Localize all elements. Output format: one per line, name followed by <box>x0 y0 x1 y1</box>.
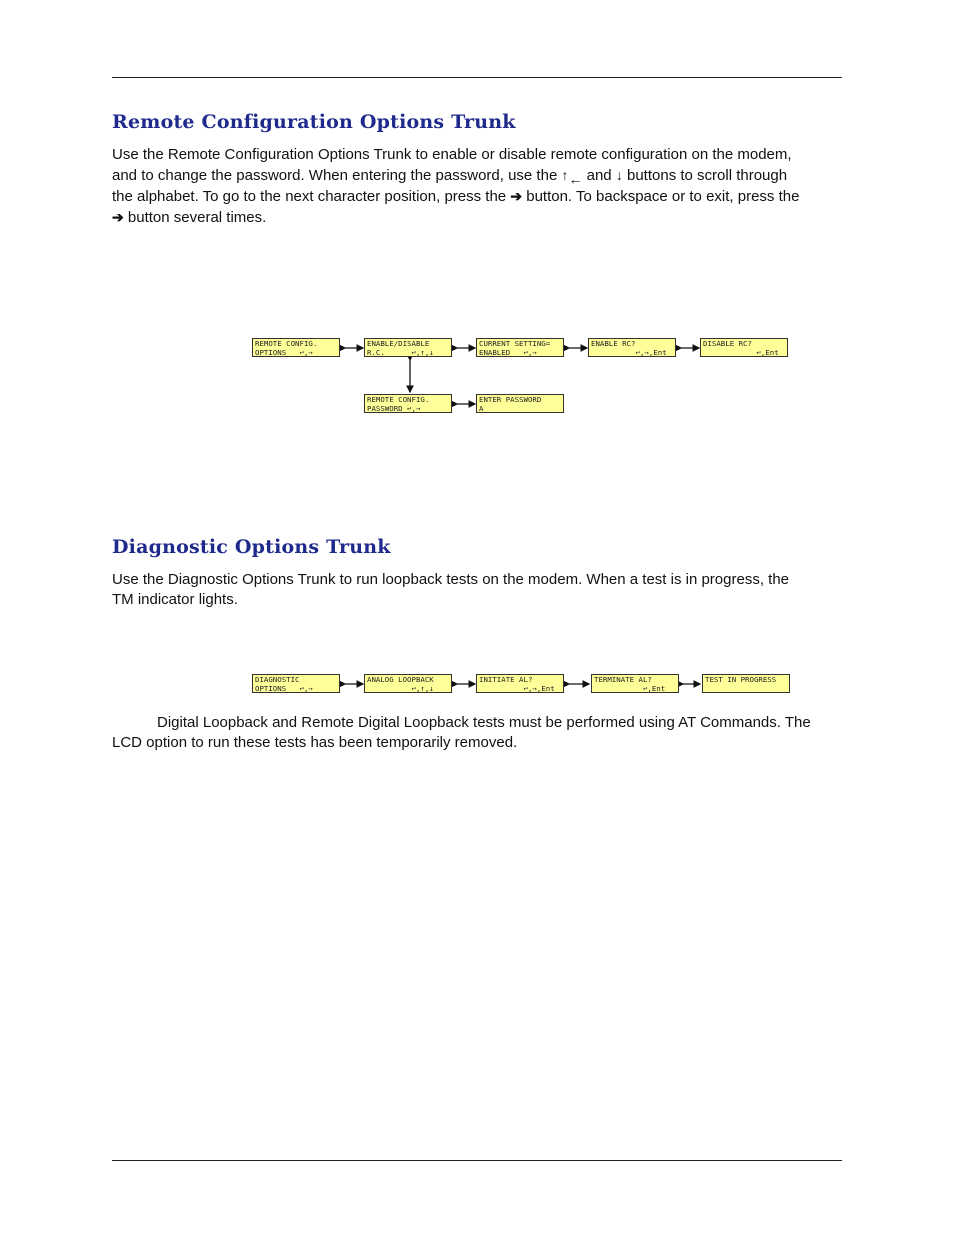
up-arrow-icon: ↑ <box>561 167 569 183</box>
lcd-test-in-progress: TEST IN PROGRESS <box>702 674 790 693</box>
down-arrow-icon: ↓ <box>615 167 623 183</box>
lcd-current-setting: CURRENT SETTING= ENABLED ↩,→ <box>476 338 564 357</box>
lcd-disable-rc: DISABLE RC? ↩,Ent <box>700 338 788 357</box>
text-segment: button. To backspace or to exit, press the <box>522 188 800 205</box>
text-segment: the alphabet. To go to the next character position, press the <box>112 188 511 205</box>
lcd-enter-password: ENTER PASSWORD A <box>476 394 564 413</box>
right-arrow-icon: ➔ <box>112 209 124 225</box>
lcd-terminate-al: TERMINATE AL? ↩,Ent <box>591 674 679 693</box>
section-title-diagnostic: Diagnostic Options Trunk <box>112 536 391 558</box>
text-segment: button several times. <box>123 209 267 226</box>
footer-rule <box>112 1160 842 1161</box>
diagnostic-description <box>112 570 848 610</box>
lcd-enable-disable-rc: ENABLE/DISABLE R.C. ↩,↑,↓ <box>364 338 452 357</box>
text-line: Use the Diagnostic Options Trunk to run loopback tests on the modem. When a test is in progress, the <box>112 571 790 588</box>
section-title-remote-config: Remote Configuration Options Trunk <box>112 111 516 133</box>
text-line: Use the Remote Configuration Options Trunk to enable or disable remote configuration on the modem, <box>112 146 792 163</box>
lcd-analog-loopback: ANALOG LOOPBACK ↩,↑,↓ <box>364 674 452 693</box>
text-segment: and <box>582 167 616 184</box>
text-segment: buttons to scroll through <box>622 167 788 184</box>
text-line: Digital Loopback and Remote Digital Loopback tests must be performed using AT Commands. The <box>157 714 811 731</box>
text-line: TM indicator lights. <box>112 591 238 608</box>
lcd-diagnostic-options: DIAGNOSTIC OPTIONS ↩,→ <box>252 674 340 693</box>
text-segment: and to change the password. When entering the password, use the <box>112 167 562 184</box>
lcd-initiate-al: INITIATE AL? ↩,→,Ent <box>476 674 564 693</box>
lcd-enable-rc: ENABLE RC? ↩,→,Ent <box>588 338 676 357</box>
text-line: LCD option to run these tests has been temporarily removed. <box>112 734 518 751</box>
right-arrow-icon: ➔ <box>510 188 523 204</box>
left-arrow-icon: ← <box>568 171 583 187</box>
lcd-remote-config-password: REMOTE CONFIG. PASSWORD ↩,→ <box>364 394 452 413</box>
lcd-remote-config-options: REMOTE CONFIG. OPTIONS ↩,→ <box>252 338 340 357</box>
loopback-note <box>112 713 848 753</box>
